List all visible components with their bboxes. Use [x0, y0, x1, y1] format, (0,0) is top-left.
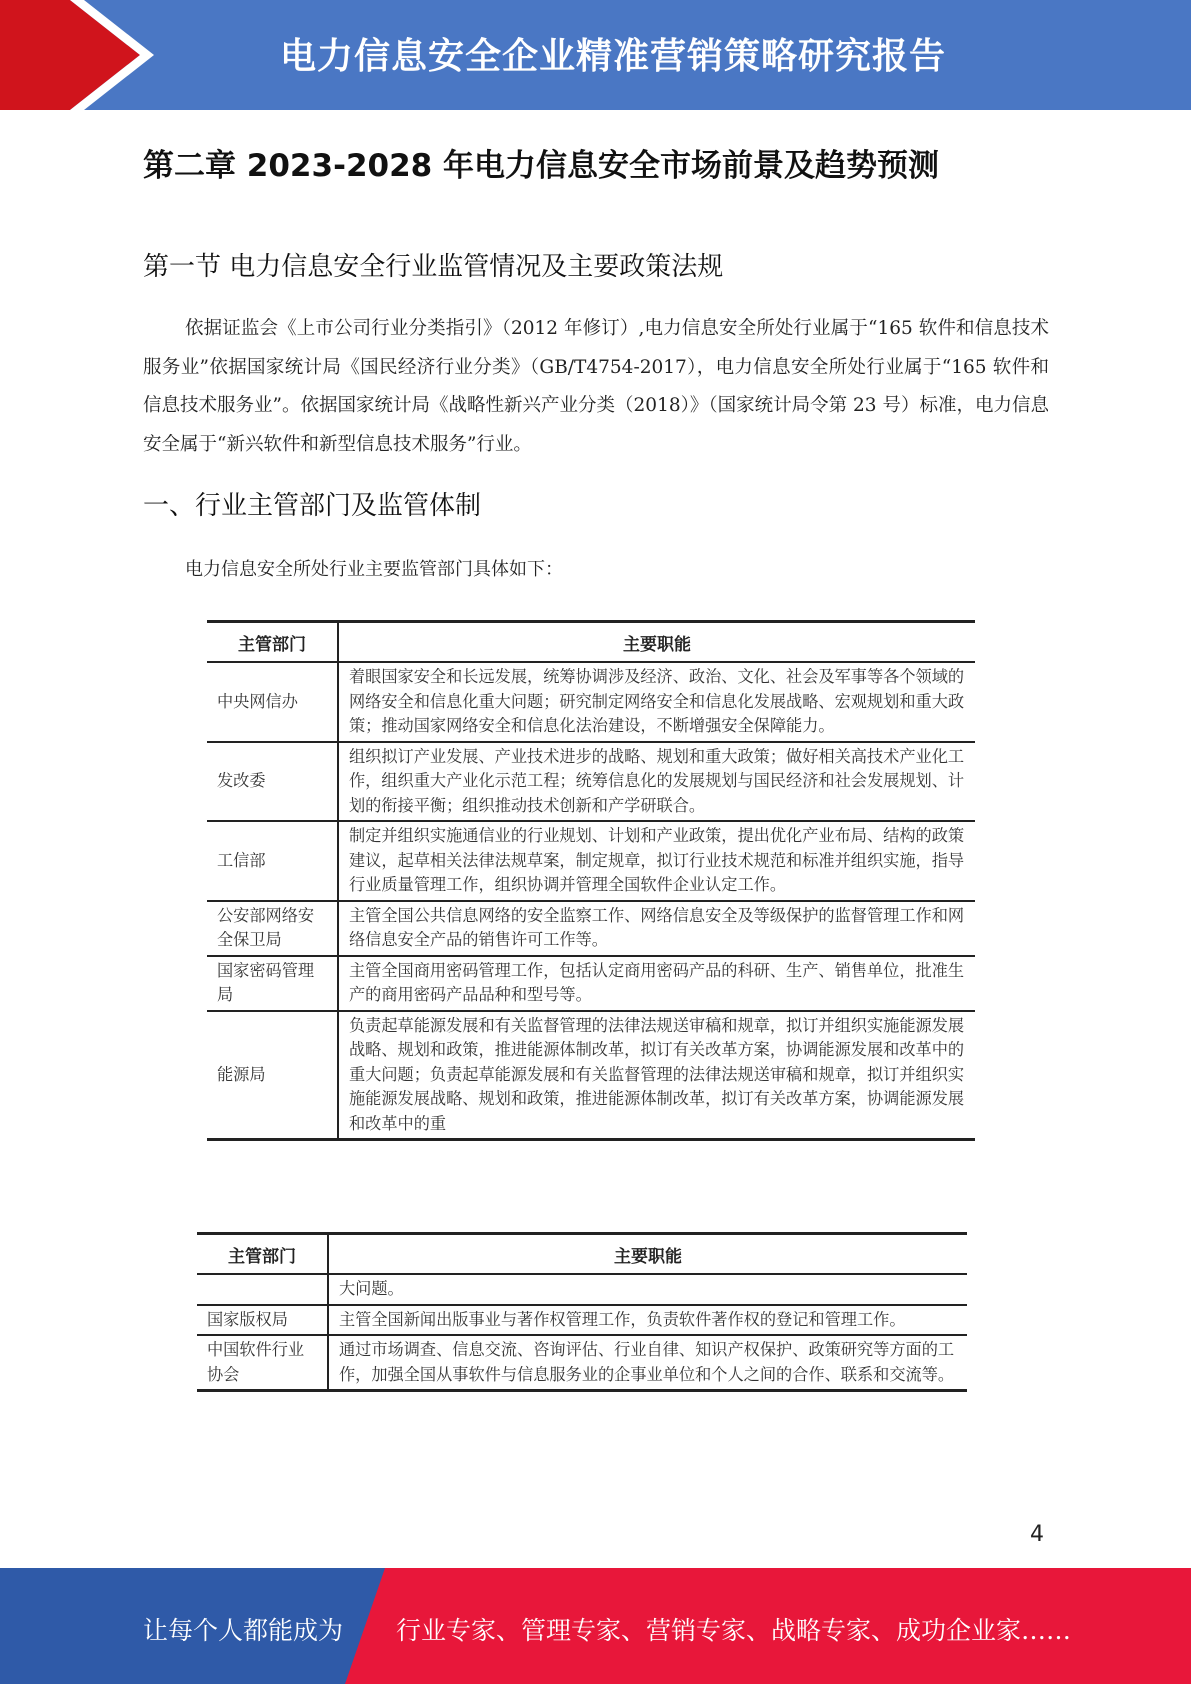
dept-cell: 能源局 [207, 1011, 338, 1140]
dept-cell: 公安部网络安全保卫局 [207, 901, 338, 956]
table-row [207, 821, 975, 901]
duty-cell: 主管全国商用密码管理工作，包括认定商用密码产品的科研、生产、销售单位，批准生产的商用密码产品品种和型号等。 [338, 956, 975, 1011]
table-header-row [197, 1234, 967, 1275]
duty-cell: 负责起草能源发展和有关监督管理的法律法规送审稿和规章，拟订并组织实施能源发展战略、规划和政策，推进能源体制改革，拟订有关改革方案，协调能源发展和改革中的重大问题；负责起草能源发展和有关监督管理的法律法规送审稿和规章，拟订并组织实施能源发展战略、规划和政策，推进能源体制改革，拟订有关改革方案，协调能源发展和改革中的重 [338, 1011, 975, 1140]
table-row [197, 1274, 967, 1305]
dept-cell: 中央网信办 [207, 662, 338, 742]
regulator-table-1 [207, 620, 975, 1141]
section-title: 第一节 电力信息安全行业监管情况及主要政策法规 [143, 252, 724, 282]
footer-slogan-left: 让每个人都能成为 [143, 1616, 344, 1645]
duty-cell: 主管全国新闻出版事业与著作权管理工作，负责软件著作权的登记和管理工作。 [328, 1305, 967, 1336]
duty-cell: 着眼国家安全和长远发展，统筹协调涉及经济、政治、文化、社会及军事等各个领域的网络安全和信息化重大问题；研究制定网络安全和信息化发展战略、宏观规划和重大政策；推动国家网络安全和信息化法治建设，不断增强安全保障能力。 [338, 662, 975, 742]
intro-paragraph: 依据证监会《上市公司行业分类指引》（2012 年修订）,电力信息安全所处行业属于“165 软件和信息技术服务业”依据国家统计局《国民经济行业分类》（GB/T4754-2017），电力信息安全所处行业属于“165 软件和信息技术服务业”。依据国家统计局《战略性新兴产业分类（2018）》（国家统计局令第 23 号）标准，电力信息安全属于“新兴软件和新型信息技术服务”行业。 [143, 318, 1049, 455]
table-row [207, 956, 975, 1011]
footer-slogan-right: 行业专家、管理专家、营销专家、战略专家、成功企业家…… [396, 1616, 1072, 1645]
page-footer [0, 1568, 1191, 1684]
duty-cell: 制定并组织实施通信业的行业规划、计划和产业政策，提出优化产业布局、结构的政策建议，起草相关法律法规草案，制定规章，拟订行业技术规范和标准并组织实施，指导行业质量管理工作，组织协调并管理全国软件企业认定工作。 [338, 821, 975, 901]
table-row [197, 1335, 967, 1391]
dept-cell: 国家版权局 [197, 1305, 328, 1336]
header-duty: 主要职能 [338, 622, 975, 663]
table-row [207, 742, 975, 822]
header-dept: 主管部门 [197, 1234, 328, 1275]
table-header-row [207, 622, 975, 663]
red-arrow-icon [0, 0, 140, 110]
table-row [207, 1011, 975, 1140]
dept-cell: 国家密码管理局 [207, 956, 338, 1011]
table-row [197, 1305, 967, 1336]
dept-cell: 中国软件行业协会 [197, 1335, 328, 1391]
header-duty: 主要职能 [328, 1234, 967, 1275]
duty-cell: 大问题。 [328, 1274, 967, 1305]
report-title: 电力信息安全企业精准营销策略研究报告 [280, 36, 947, 77]
dept-cell: 发改委 [207, 742, 338, 822]
dept-cell: 工信部 [207, 821, 338, 901]
page-number: 4 [1030, 1522, 1044, 1547]
duty-cell: 通过市场调查、信息交流、咨询评估、行业自律、知识产权保护、政策研究等方面的工作，加强全国从事软件与信息服务业的企事业单位和个人之间的合作、联系和交流等。 [328, 1335, 967, 1391]
duty-cell: 组织拟订产业发展、产业技术进步的战略、规划和重大政策；做好相关高技术产业化工作，组织重大产业化示范工程；统筹信息化的发展规划与国民经济和社会发展规划、计划的衔接平衡；组织推动技术创新和产学研联合。 [338, 742, 975, 822]
duty-cell: 主管全国公共信息网络的安全监察工作、网络信息安全及等级保护的监督管理工作和网络信息安全产品的销售许可工作等。 [338, 901, 975, 956]
subsection-title: 一、行业主管部门及监管体制 [143, 491, 482, 521]
table-row [207, 901, 975, 956]
page-header [0, 0, 1191, 110]
header-dept: 主管部门 [207, 622, 338, 663]
table-row [207, 662, 975, 742]
regulator-table-2 [197, 1232, 967, 1392]
dept-cell [197, 1274, 328, 1305]
table-lead-text: 电力信息安全所处行业主要监管部门具体如下： [185, 559, 563, 580]
chapter-title: 第二章 2023-2028 年电力信息安全市场前景及趋势预测 [143, 148, 940, 184]
